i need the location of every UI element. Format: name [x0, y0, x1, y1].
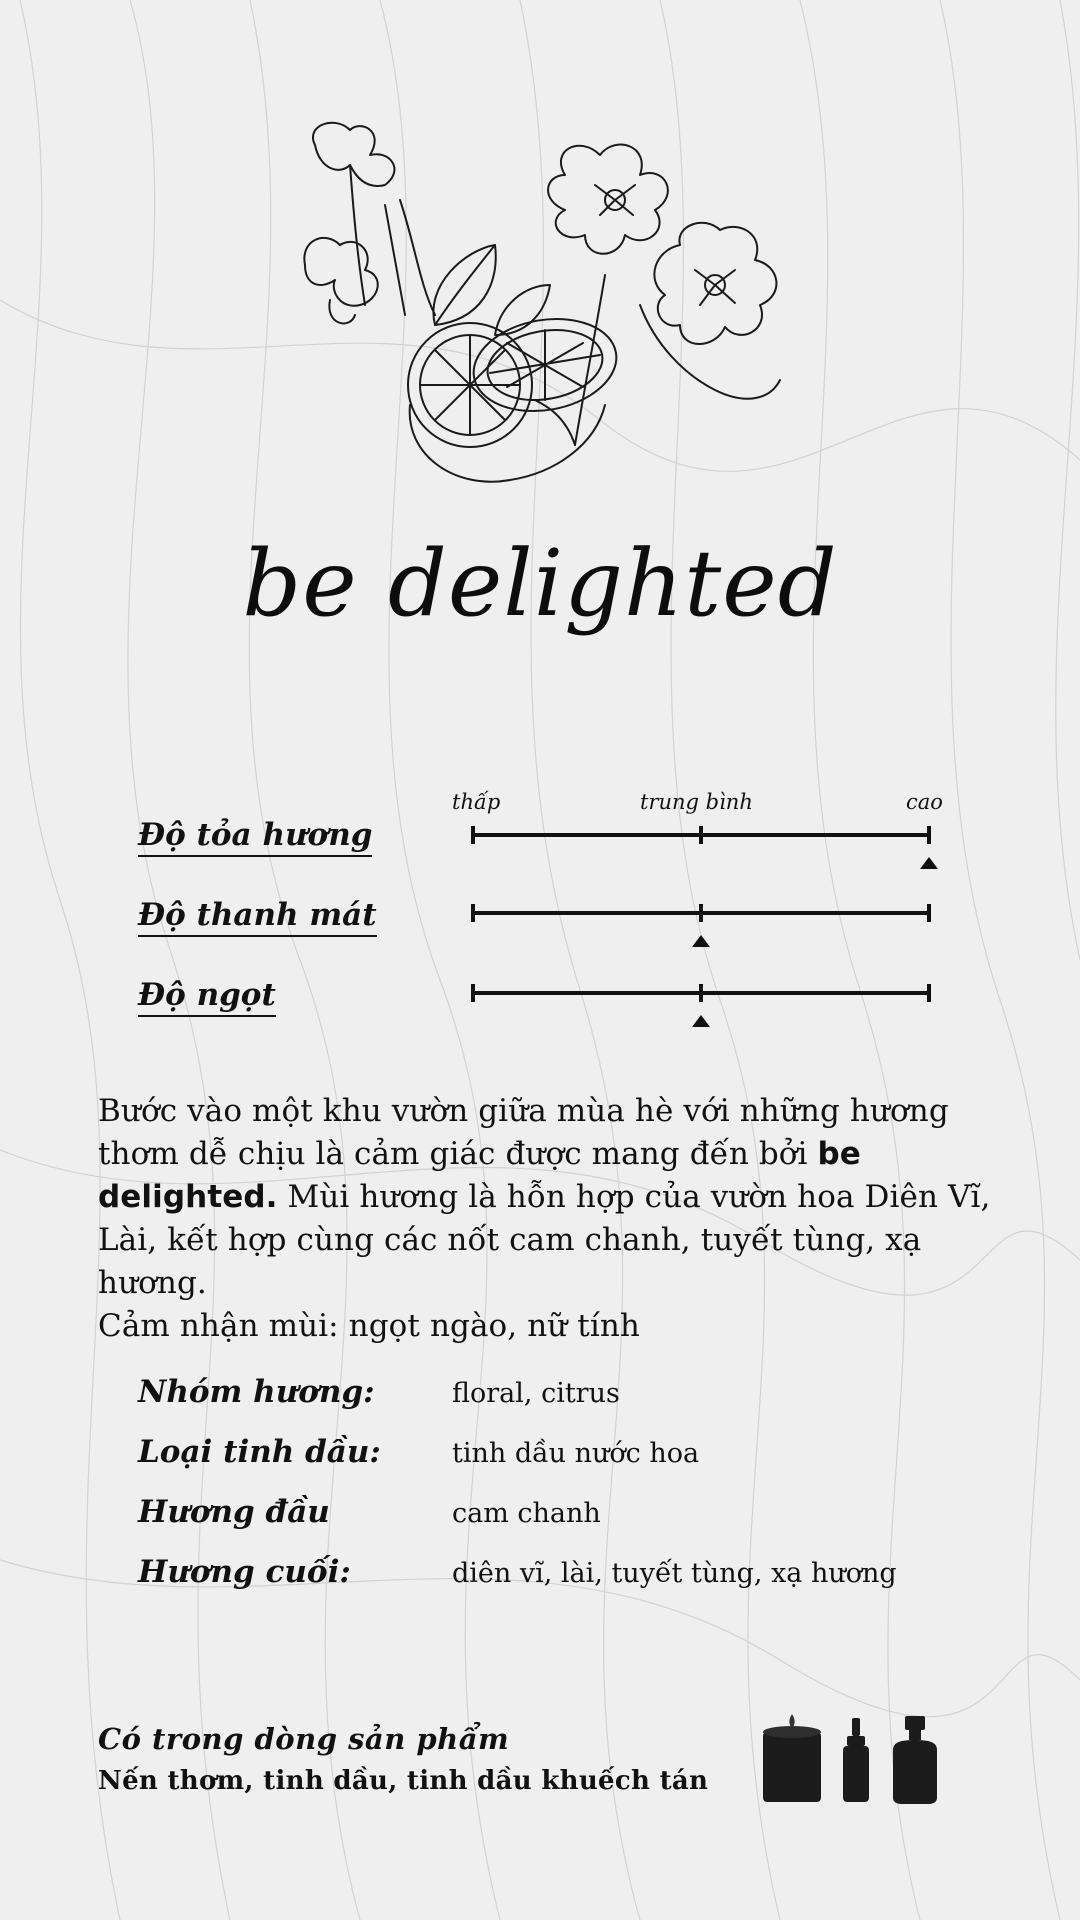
products-heading: Có trong dòng sản phẩm — [98, 1722, 510, 1756]
spec-value-top-notes: cam chanh — [452, 1498, 601, 1529]
scale-label-low: thấp — [452, 790, 501, 814]
meter-pointer — [692, 935, 710, 947]
diffuser-bottle-icon — [893, 1716, 937, 1804]
scale-label-mid: trung bình — [640, 790, 753, 814]
description-feel: Cảm nhận mùi: ngọt ngào, nữ tính — [98, 1308, 640, 1344]
floral-citrus-illustration — [295, 115, 835, 495]
spec-value-base-notes: diên vĩ, lài, tuyết tùng, xạ hương — [452, 1558, 897, 1589]
spec-value-oil-type: tinh dầu nước hoa — [452, 1438, 700, 1469]
spec-key-oil-type: Loại tinh dầu: — [138, 1434, 381, 1470]
description-brand: be delighted. — [98, 1136, 861, 1215]
meter-freshness — [468, 898, 938, 958]
meter-pointer — [920, 857, 938, 869]
candle-icon — [763, 1714, 821, 1802]
products-icons — [755, 1710, 955, 1810]
spec-key-base-notes: Hương cuối: — [138, 1554, 351, 1590]
meter-pointer — [692, 1015, 710, 1027]
description-intro: Bước vào một khu vườn giữa mùa hè với những hương thơm dễ chịu là cảm giác được mang đến bởi — [98, 1093, 949, 1172]
meter-sweetness — [468, 978, 938, 1038]
dropper-bottle-icon — [843, 1718, 869, 1802]
page-title: be delighted — [242, 530, 838, 637]
scale-label-high: cao — [906, 790, 943, 814]
spec-value-scent-family: floral, citrus — [452, 1378, 620, 1409]
description-paragraph — [98, 1090, 1018, 1305]
spec-key-top-notes: Hương đầu — [138, 1494, 330, 1530]
description — [98, 1090, 1018, 1348]
meter-label-diffusion: Độ tỏa hương — [138, 818, 372, 857]
spec-key-scent-family: Nhóm hương: — [138, 1374, 375, 1410]
description-body: Mùi hương là hỗn hợp của vườn hoa Diên Vĩ, Lài, kết hợp cùng các nốt cam chanh, tuyết tùng, xạ hương. — [98, 1179, 991, 1301]
meter-diffusion — [468, 820, 938, 880]
meter-label-sweetness: Độ ngọt — [138, 978, 276, 1017]
products-list: Nến thơm, tinh dầu, tinh dầu khuếch tán — [98, 1766, 709, 1796]
meter-label-freshness: Độ thanh mát — [138, 898, 377, 937]
